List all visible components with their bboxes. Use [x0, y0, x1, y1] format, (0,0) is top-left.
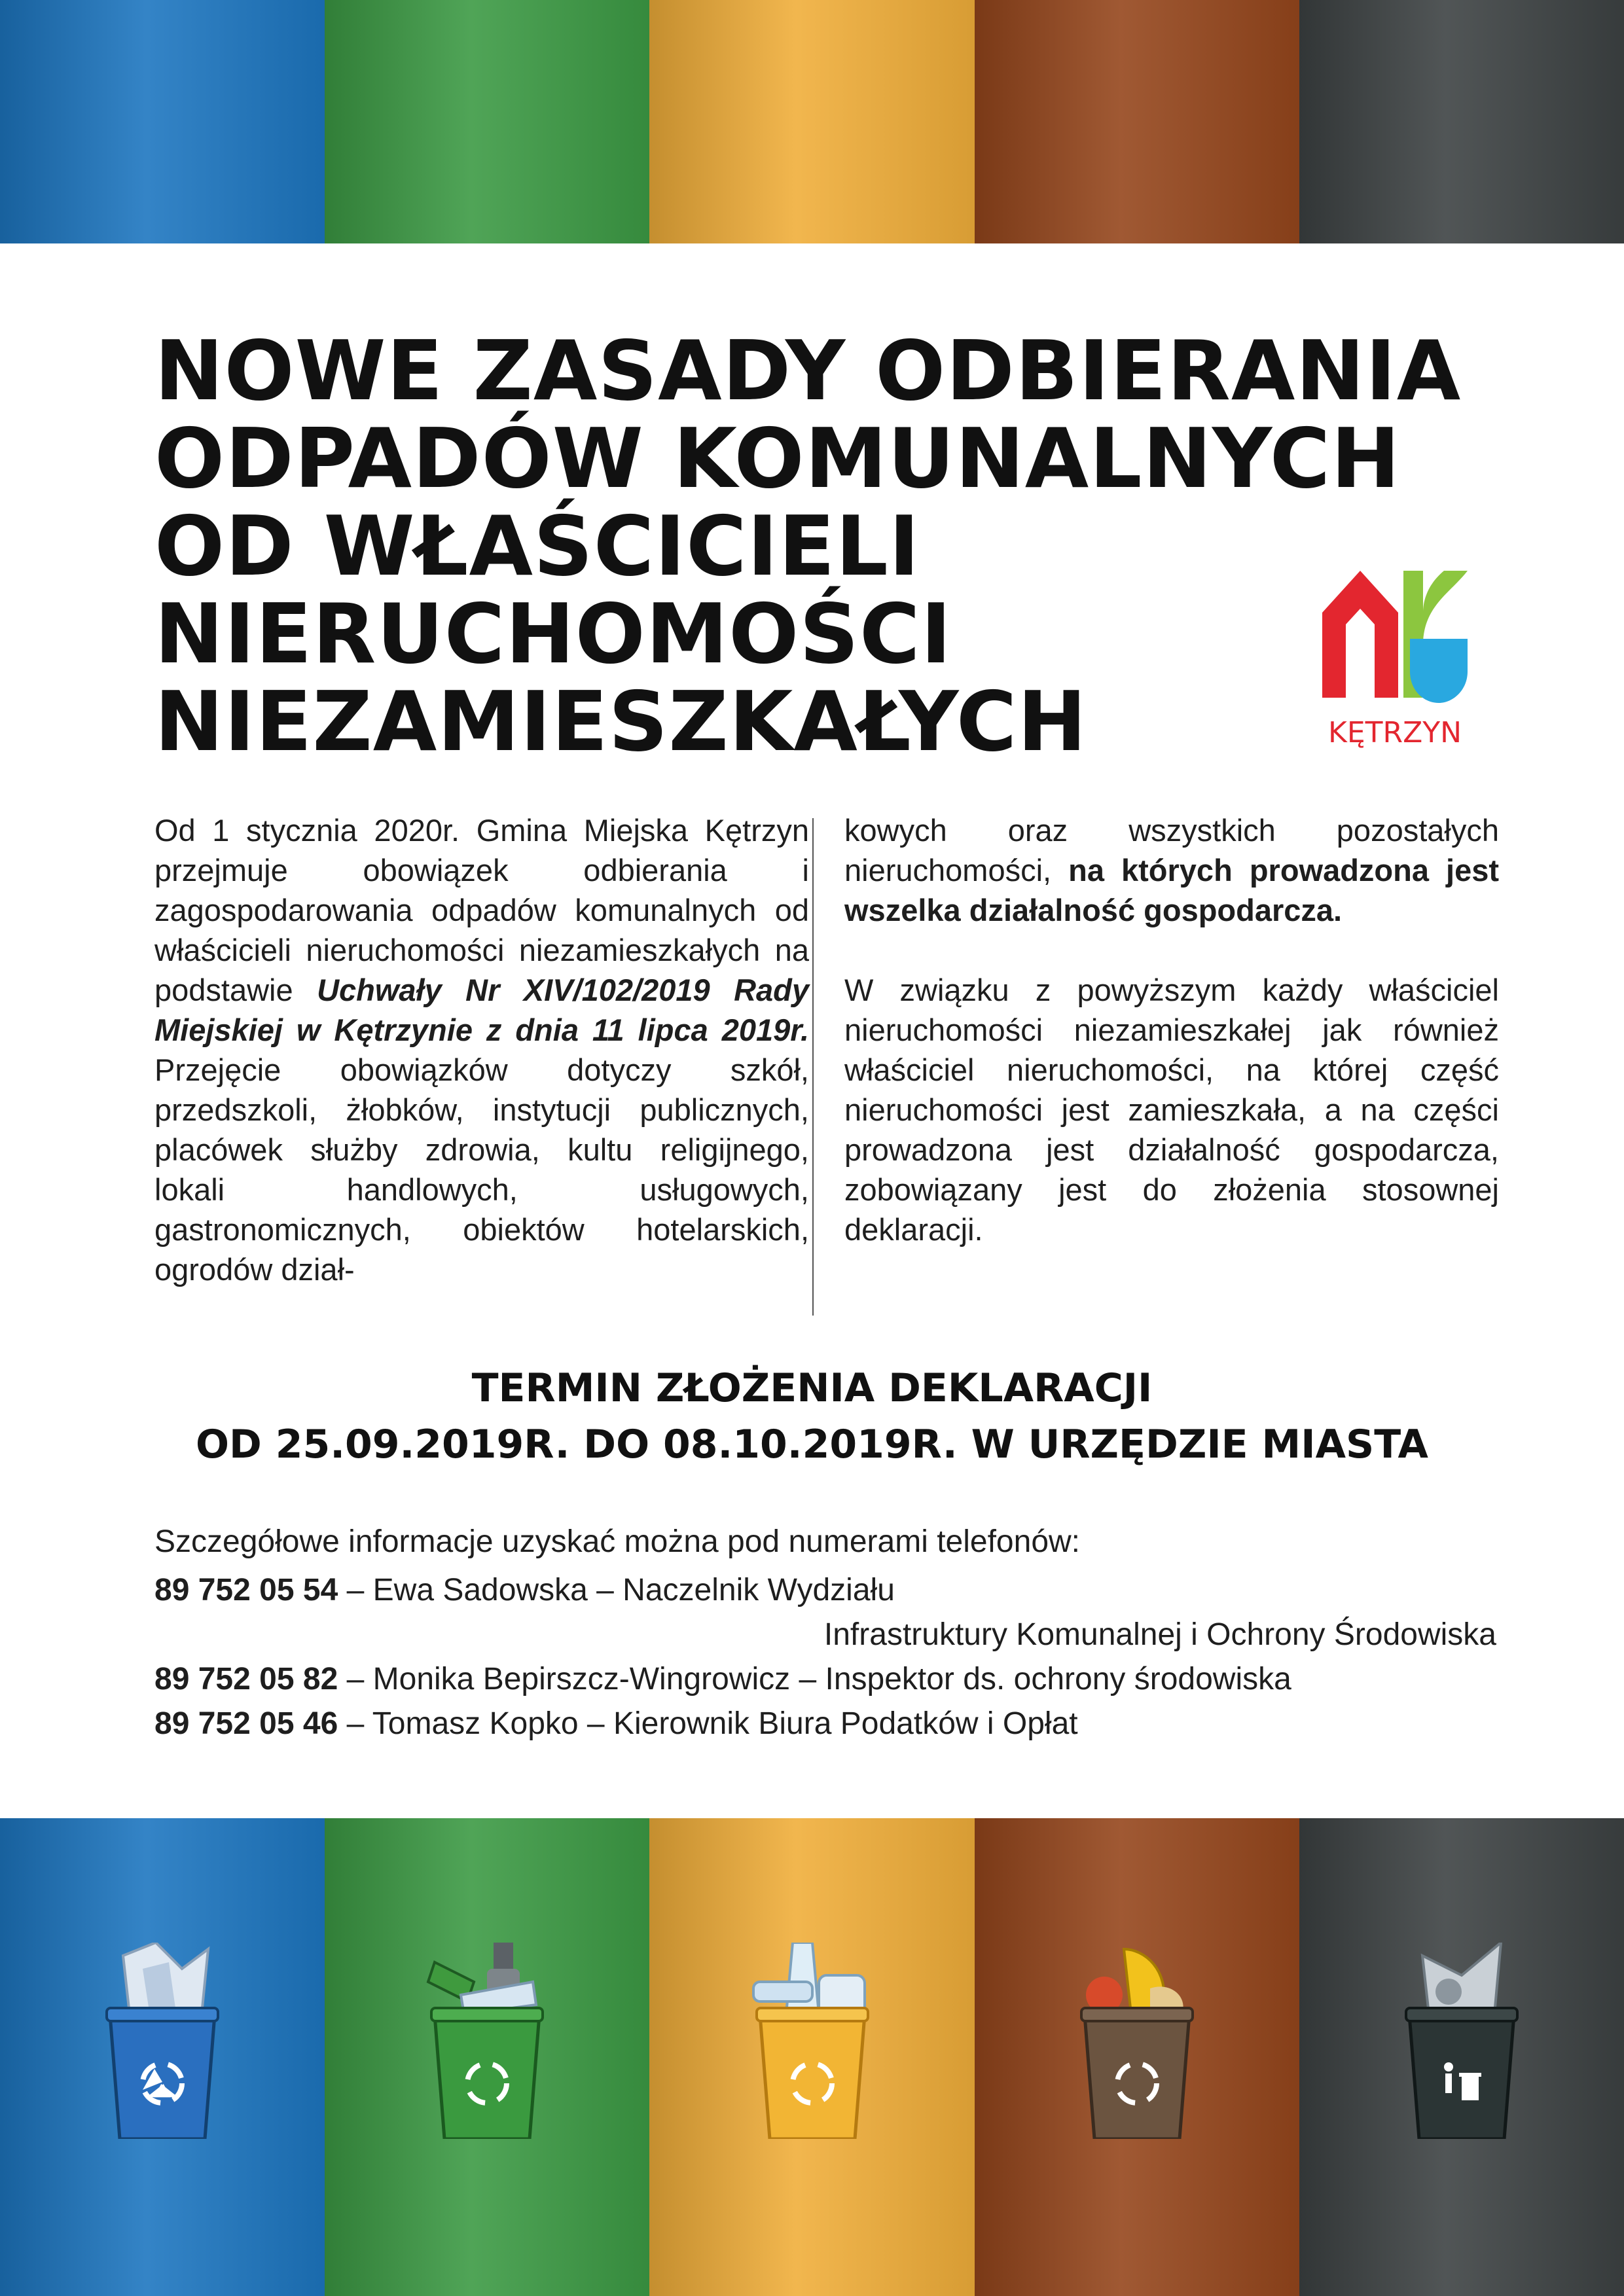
glass-bin-icon — [422, 1943, 552, 2139]
stripe-brown — [975, 0, 1299, 243]
contact-name: – Monika Bepirszcz-Wingrowicz – Inspektor ds. ochrony środowiska — [338, 1662, 1291, 1696]
stripe-green — [325, 0, 649, 243]
column-divider — [812, 818, 814, 1316]
contact-row — [154, 1702, 1496, 1746]
deadline-heading: TERMIN ZŁOŻENIA DEKLARACJI — [471, 1365, 1153, 1411]
stripe-yellow — [649, 1818, 974, 2296]
stripe-green — [325, 1818, 649, 2296]
plastic-bin-icon — [747, 1943, 878, 2139]
intro-text-cont: Przejęcie obowiązków dotyczy szkół, przedszkoli, żłobków, instytucji publicznych, placówek służby zdrowia, kultu religijnego, lokali handlowych, usługowych, gastronomicznych, obiektów hotelarskich, ogrodów dział- — [154, 1052, 809, 1287]
intro-left-column — [154, 810, 809, 1289]
stripe-brown — [975, 1818, 1299, 2296]
stripe-blue — [0, 0, 325, 243]
logo-text: KĘTRZYN — [1327, 716, 1462, 749]
title-line: NIEZAMIESZKAŁYCH — [154, 673, 1087, 770]
paper-bin-icon — [97, 1943, 228, 2139]
intro-right-column — [844, 810, 1499, 1249]
contact-row-cont: Infrastruktury Komunalnej i Ochrony Środowiska — [823, 1617, 1496, 1652]
phone-number[interactable]: 89 752 05 82 — [154, 1662, 338, 1696]
stripe-grey — [1299, 1818, 1624, 2296]
resolution-reference: Uchwały Nr XIV/102/2019 Rady Miejskiej w Kętrzynie z dnia 11 lipca 2019r. — [154, 973, 809, 1047]
stripe-blue — [0, 1818, 325, 2296]
contacts-intro: Szczegółowe informacje uzyskać można pod numerami telefonów: — [154, 1524, 1081, 1559]
phone-number[interactable]: 89 752 05 54 — [154, 1573, 338, 1607]
deadline-dates: OD 25.09.2019R. DO 08.10.2019R. W URZĘDZIE MIASTA — [196, 1422, 1428, 1467]
contact-name: – Ewa Sadowska – Naczelnik Wydziału — [338, 1573, 895, 1607]
top-color-stripes — [0, 0, 1624, 243]
stripe-yellow — [649, 0, 974, 243]
stripe-grey — [1299, 0, 1624, 243]
phone-number[interactable]: 89 752 05 46 — [154, 1706, 338, 1741]
title-line: ODPADÓW KOMUNALNYCH — [154, 410, 1401, 507]
business-activity-text: na których prowadzona jest wszelka działalność gospodarcza. — [844, 853, 1500, 927]
bottom-color-stripes — [0, 1818, 1624, 2296]
title-line: NIERUCHOMOŚCI — [154, 586, 952, 682]
bio-bin-icon — [1072, 1943, 1202, 2139]
intro-text: Od 1 stycznia 2020r. Gmina Miejska Kętrzyn przejmuje obowiązek odbierania i zagospodarowania odpadów komunalnych od właścicieli nieruchomości niezamieszkałych na podstawie — [154, 813, 809, 1007]
obligation-paragraph: W związku z powyższym każdy właściciel nieruchomości niezamieszkałej jak również właściciel nieruchomości, na której część nieruchomości jest zamieszkała, a na części prowadzona jest działalność gospodarcza, zobowiązany jest do złożenia stosownej deklaracji. — [844, 973, 1499, 1247]
contact-row — [154, 1568, 1496, 1613]
intro-paragraph-cont — [844, 810, 1499, 930]
contact-name: – Tomasz Kopko – Kierownik Biura Podatków i Opłat — [338, 1706, 1078, 1741]
mixed-bin-icon — [1396, 1943, 1527, 2139]
title-line: NOWE ZASADY ODBIERANIA — [154, 323, 1462, 419]
contacts-section — [154, 1520, 1496, 1746]
title-line: OD WŁAŚCICIELI — [154, 498, 920, 594]
ketrzyn-logo — [1320, 567, 1470, 763]
intro-text: kowych oraz wszystkich pozostałych nieruchomości, — [844, 813, 1499, 888]
page-title — [154, 323, 1496, 770]
contact-row — [154, 1657, 1496, 1702]
intro-paragraph — [154, 810, 809, 1289]
